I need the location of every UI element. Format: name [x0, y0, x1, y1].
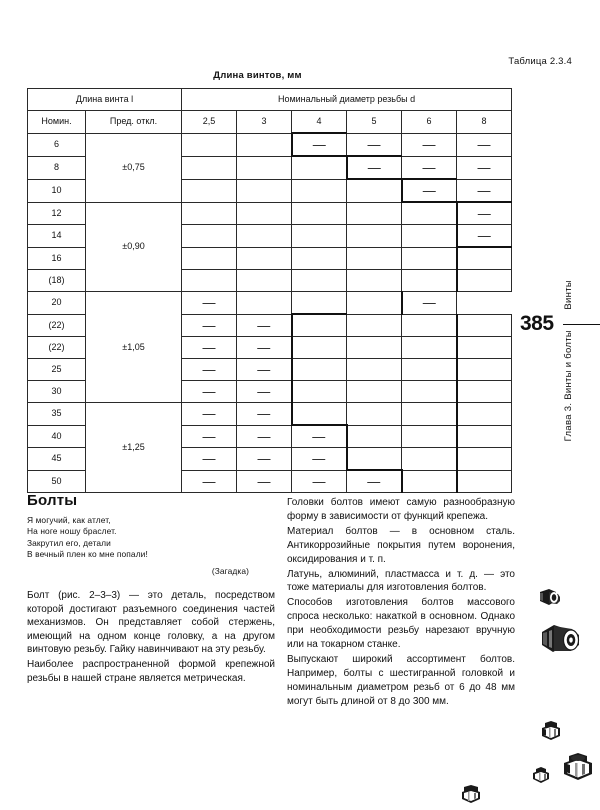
cell-dash: — [237, 448, 292, 471]
cell-dash: — [182, 448, 237, 471]
cell-nominal: 25 [28, 359, 86, 381]
table-row [28, 202, 512, 225]
cell-nominal: (22) [28, 314, 86, 337]
header-diameter-group: Номинальный диаметр резьбы d [182, 89, 512, 111]
header-d-2: 4 [292, 111, 347, 134]
cell-nominal: 12 [28, 202, 86, 225]
cell-dash: — [237, 403, 292, 426]
cell-empty [402, 337, 457, 359]
poem-line-0: Я могучий, как атлет, [27, 515, 111, 525]
cell-empty [402, 470, 457, 493]
right-text-column [287, 496, 515, 710]
cell-empty [457, 314, 512, 337]
nut-hex-tiny-illustration [530, 766, 552, 786]
cell-empty [182, 179, 237, 202]
header-d-5: 8 [457, 111, 512, 134]
cell-dash: — [402, 156, 457, 179]
cell-empty [182, 133, 237, 156]
header-deviation: Пред. откл. [86, 111, 182, 134]
left-paragraph-0: Болт (рис. 2–3–3) — это деталь, посредством которой достигают разъемного соединения частей механизмов. Он представляет собой стержень, имеющий на одном конце головку, а на другом винтовую резьбу. Гайку навинчивают на эту резьбу. [27, 590, 275, 656]
table-row [28, 403, 512, 426]
cell-empty [292, 381, 347, 403]
cell-empty [292, 156, 347, 179]
cell-dash: — [292, 425, 347, 448]
cell-empty [402, 314, 457, 337]
cell-empty [402, 403, 457, 426]
running-head-bottom: Глава 3. Винты и болты [563, 330, 574, 442]
cell-empty [182, 202, 237, 225]
cell-nominal: 6 [28, 133, 86, 156]
cell-empty [292, 225, 347, 248]
margin-rule [563, 324, 600, 325]
cell-empty [402, 225, 457, 248]
cell-empty [292, 202, 347, 225]
cell-empty [347, 381, 402, 403]
cell-dash: — [347, 133, 402, 156]
cell-dash: — [457, 225, 512, 248]
cell-empty [457, 448, 512, 471]
cell-nominal: 50 [28, 470, 86, 493]
cell-empty [457, 425, 512, 448]
cell-dash: — [182, 470, 237, 493]
cell-empty [182, 247, 237, 270]
cell-dash: — [237, 381, 292, 403]
cell-nominal: 30 [28, 381, 86, 403]
cell-empty [292, 179, 347, 202]
cell-empty [237, 247, 292, 270]
cell-empty [182, 156, 237, 179]
cell-nominal: 10 [28, 179, 86, 202]
table-row [28, 292, 512, 315]
cell-empty [347, 337, 402, 359]
cell-empty [402, 448, 457, 471]
header-d-1: 3 [237, 111, 292, 134]
cell-empty [237, 179, 292, 202]
page-number: 385 [520, 312, 554, 335]
screw-length-table [27, 88, 512, 493]
poem-signature: (Загадка) [211, 565, 249, 576]
cell-empty [347, 359, 402, 381]
cell-empty [402, 270, 457, 292]
cell-empty [237, 292, 292, 315]
cell-dash: — [292, 133, 347, 156]
cell-empty [292, 314, 347, 337]
cell-empty [347, 292, 402, 315]
cell-nominal: (18) [28, 270, 86, 292]
right-paragraph-2: Латунь, алюминий, пластмасса и т. д. — это тоже материалы для изготовления болтов. [287, 568, 515, 594]
right-paragraph-1: Материал болтов — в основном сталь. Антикоррозийные покрытия путем воронения, оксидирования и т. п. [287, 525, 515, 565]
left-text-column [27, 492, 275, 686]
table-head [28, 89, 512, 134]
cell-empty [237, 225, 292, 248]
cell-empty [457, 470, 512, 493]
cell-empty [457, 247, 512, 270]
cell-empty [292, 337, 347, 359]
cell-empty [347, 247, 402, 270]
cell-empty [347, 403, 402, 426]
cell-nominal: 20 [28, 292, 86, 315]
cell-empty [347, 314, 402, 337]
header-nominal: Номин. [28, 111, 86, 134]
table-caption: Длина винтов, мм [213, 70, 302, 81]
cell-empty [292, 292, 347, 315]
screw-length-table-wrapper [27, 88, 511, 493]
cell-dash: — [182, 292, 237, 315]
cell-empty [347, 448, 402, 471]
cell-empty [402, 359, 457, 381]
cell-dash: — [457, 156, 512, 179]
cell-tolerance: ±0,90 [86, 202, 182, 292]
cell-empty [347, 425, 402, 448]
cell-dash: — [182, 337, 237, 359]
cell-tolerance: ±1,25 [86, 403, 182, 493]
cell-dash: — [237, 470, 292, 493]
right-paragraph-0: Головки болтов имеют самую разнообразную форму в зависимости от функций крепежа. [287, 497, 515, 522]
right-paragraph-3: Способов изготовления болтов массового спроса несколько: накаткой в основном. Однако при необходимости резьбу нарезают вручную или на токарном станке. [287, 597, 515, 651]
cell-empty [347, 225, 402, 248]
header-d-4: 6 [402, 111, 457, 134]
header-d-3: 5 [347, 111, 402, 134]
right-paragraph-4: Выпускают широкий ассортимент болтов. Например, болты с шестигранной головкой и номинальным диаметром резьб от 6 до 48 мм могут быть длиной от 8 до 300 мм. [287, 653, 515, 707]
table-row [28, 133, 512, 156]
cell-dash: — [457, 179, 512, 202]
cell-empty [457, 381, 512, 403]
table-group-header-row [28, 89, 512, 111]
cell-dash: — [292, 448, 347, 471]
cell-empty [457, 403, 512, 426]
cell-dash: — [457, 133, 512, 156]
cell-nominal: 35 [28, 403, 86, 426]
bolt-small-top-illustration [534, 588, 562, 610]
riddle-poem [27, 515, 275, 577]
poem-line-1: На ноге ношу браслет. [27, 526, 117, 537]
cell-dash: — [237, 337, 292, 359]
cell-dash: — [347, 470, 402, 493]
table-number: Таблица 2.3.4 [508, 56, 572, 67]
header-length-group: Длина винта l [28, 89, 182, 111]
poem-line-3: В вечный плен ко мне попали! [27, 549, 148, 560]
cell-dash: — [402, 133, 457, 156]
section-title-bolts: Болты [27, 492, 78, 509]
cell-dash: — [182, 381, 237, 403]
cell-empty [292, 270, 347, 292]
cell-empty [237, 133, 292, 156]
bolt-bottom-illustration [458, 784, 484, 808]
cell-dash: — [182, 425, 237, 448]
cell-dash: — [237, 359, 292, 381]
header-d-0: 2,5 [182, 111, 237, 134]
cell-empty [182, 225, 237, 248]
cell-dash: — [292, 470, 347, 493]
nut-hex-small-illustration [538, 720, 564, 744]
cell-dash: — [182, 403, 237, 426]
cell-empty [402, 381, 457, 403]
cell-empty [292, 247, 347, 270]
cell-nominal: 45 [28, 448, 86, 471]
cell-nominal: (22) [28, 337, 86, 359]
cell-dash: — [182, 314, 237, 337]
table-body [28, 133, 512, 493]
cell-empty [347, 179, 402, 202]
bolt-large-flanged-illustration [540, 623, 582, 657]
cell-empty [292, 359, 347, 381]
cell-nominal: 40 [28, 425, 86, 448]
cell-empty [402, 425, 457, 448]
cell-dash: — [402, 179, 457, 202]
cell-empty [237, 156, 292, 179]
nut-hex-large-illustration [560, 752, 596, 784]
cell-empty [402, 202, 457, 225]
cell-tolerance: ±0,75 [86, 133, 182, 202]
cell-empty [182, 270, 237, 292]
cell-empty [292, 403, 347, 426]
left-paragraph-1: Наиболее распространенной формой крепежной резьбы в нашей стране является метрическая. [27, 659, 275, 684]
running-head-top: Винты [563, 280, 574, 310]
cell-empty [457, 359, 512, 381]
cell-nominal: 16 [28, 247, 86, 270]
cell-dash: — [237, 425, 292, 448]
cell-empty [402, 247, 457, 270]
cell-tolerance: ±1,05 [86, 292, 182, 403]
cell-empty [237, 270, 292, 292]
cell-dash: — [182, 359, 237, 381]
cell-dash: — [237, 314, 292, 337]
table-sub-header-row [28, 111, 512, 134]
cell-empty [457, 270, 512, 292]
cell-empty [347, 202, 402, 225]
cell-nominal: 8 [28, 156, 86, 179]
cell-dash: — [402, 292, 457, 315]
cell-empty [457, 337, 512, 359]
cell-dash: — [347, 156, 402, 179]
cell-empty [237, 202, 292, 225]
cell-nominal: 14 [28, 225, 86, 248]
cell-empty [347, 270, 402, 292]
poem-line-2: Закрутил его, детали [27, 537, 111, 548]
cell-dash: — [457, 202, 512, 225]
